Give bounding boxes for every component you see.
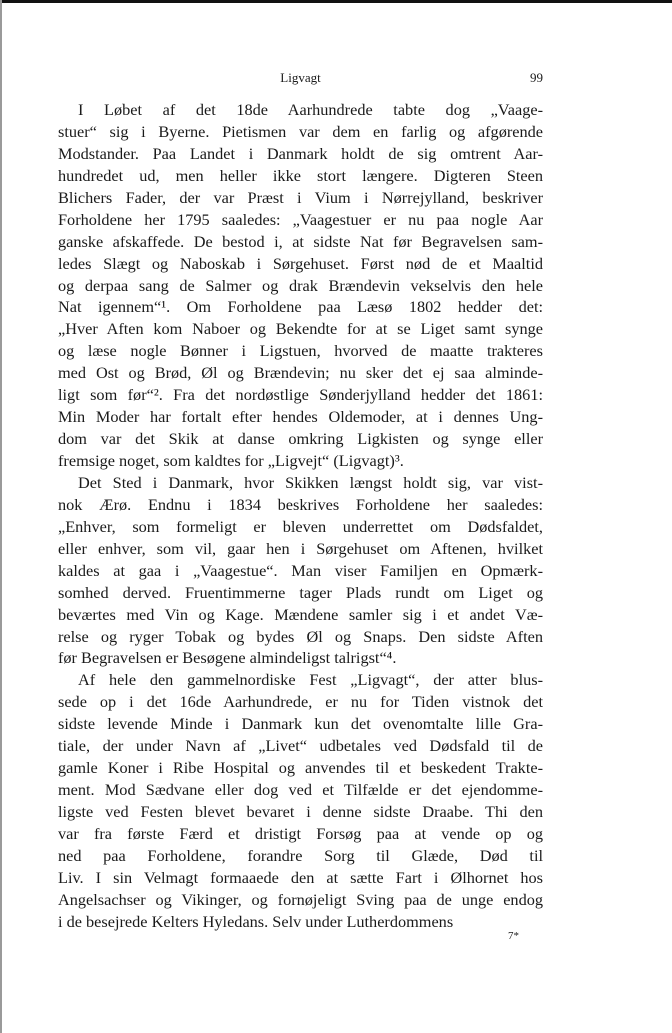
- text-line: kaldes at gaa i „Vaagestue“. Man viser Familjen en Opmærk-: [58, 560, 543, 580]
- text-line: somhed derved. Fruentimmerne tager Plads rundt om Liget og: [58, 582, 543, 602]
- text-line: gamle Koner i Ribe Hospital og anvendes til et beskedent Trakte-: [58, 758, 543, 778]
- text-line: Modstander. Paa Landet i Danmark holdt de sig omtrent Aar-: [58, 143, 543, 163]
- page-number: 99: [530, 70, 543, 85]
- text-line: Liv. I sin Velmagt formaaede den at sætte Fart i Ølhornet hos: [58, 867, 543, 887]
- text-line: I Løbet af det 18de Aarhundrede tabte dog „Vaage-: [78, 100, 543, 119]
- text-line: „Enhver, som formeligt er bleven underrettet om Dødsfaldet,: [58, 516, 543, 536]
- text-line: fremsige noget, som kaldtes for „Ligvejt“ (Ligvagt)³.: [58, 451, 404, 470]
- text-line: ligste ved Festen blevet bevaret i denne sidste Draabe. Thi den: [58, 802, 543, 821]
- text-line: tiale, der under Navn af „Livet“ udbetales ved Dødsfald til de: [58, 736, 543, 756]
- text-line: Angelsachser og Vikinger, og fornøjeligt Sving paa de unge endog: [58, 889, 543, 909]
- paragraph: [58, 669, 543, 932]
- text-line: eller enhver, som vil, gaar hen i Sørgehuset om Aftenen, hvilket: [58, 538, 543, 558]
- text-line: ment. Mod Sædvane eller dog ved et Tilfælde er det ejendomme-: [58, 780, 543, 800]
- body-text: [58, 99, 543, 933]
- text-line: ligt som før“². Fra det nordøstlige Sønderjylland hedder det 1861:: [58, 385, 543, 405]
- text-line: stuer“ sig i Byerne. Pietismen var dem en farlig og afgørende: [58, 121, 543, 141]
- text-line: nok Ærø. Endnu i 1834 beskrives Forholdene her saaledes:: [58, 494, 543, 514]
- page-top-border: [0, 0, 672, 3]
- text-line: ned paa Forholdene, forandre Sorg til Glæde, Død til: [58, 845, 543, 865]
- text-line: ganske afskaffede. De bestod i, at sidste Nat før Begravelsen sam-: [58, 231, 543, 251]
- text-line: sidste levende Minde i Danmark kun det ovenomtalte lille Gra-: [58, 714, 543, 734]
- text-line: var fra første Færd et dristigt Forsøg paa at vende op og: [58, 823, 543, 843]
- signature-mark: 7*: [508, 930, 519, 942]
- text-line: beværtes med Vin og Kage. Mændene samler sig i et andet Væ-: [58, 604, 543, 624]
- text-line: og derpaa sang de Salmer og drak Brændevin vekselvis den hele: [58, 275, 543, 295]
- text-line: „Hver Aften kom Naboer og Bekendte for at se Liget samt synge: [58, 319, 543, 339]
- text-line: Blichers Fader, der var Præst i Vium i Nørrejylland, beskriver: [58, 187, 543, 207]
- text-line: med Ost og Brød, Øl og Brændevin; nu sker det ej saa alminde-: [58, 363, 543, 383]
- text-line: Det Sted i Danmark, hvor Skikken længst holdt sig, var vist-: [78, 472, 543, 492]
- paragraph: [58, 99, 543, 472]
- running-head: Ligvagt: [280, 70, 321, 85]
- text-line: Nat igennem“¹. Om Forholdene paa Læsø 1802 hedder det:: [58, 297, 543, 317]
- text-line: og læse nogle Bønner i Ligstuen, hvorved de maatte trakteres: [58, 341, 543, 361]
- text-line: Min Moder har fortalt efter hendes Oldemoder, at i dennes Ung-: [58, 407, 543, 427]
- text-line: hundredet ud, men heller ikke stort længere. Digteren Steen: [58, 165, 543, 185]
- page-left-edge: [0, 0, 2, 1033]
- text-line: i de besejrede Kelters Hyledans. Selv under Lutherdommens: [58, 911, 454, 931]
- page-header: [58, 70, 543, 90]
- text-line: dom var det Skik at danse omkring Ligkisten og synge eller: [58, 429, 543, 449]
- text-line: før Begravelsen er Besøgene almindeligst talrigst“⁴.: [58, 648, 397, 668]
- text-line: sede op i det 16de Aarhundrede, er nu for Tiden vistnok det: [58, 692, 543, 712]
- text-line: relse og ryger Tobak og bydes Øl og Snaps. Den sidste Aften: [58, 626, 543, 646]
- paragraph: [58, 472, 543, 669]
- text-line: ledes Slægt og Naboskab i Sørgehuset. Først nød de et Maaltid: [58, 253, 543, 273]
- text-line: Forholdene her 1795 saaledes: „Vaagestuer er nu paa nogle Aar: [58, 209, 543, 229]
- text-line: Af hele den gammelnordiske Fest „Ligvagt“, der atter blus-: [78, 670, 543, 690]
